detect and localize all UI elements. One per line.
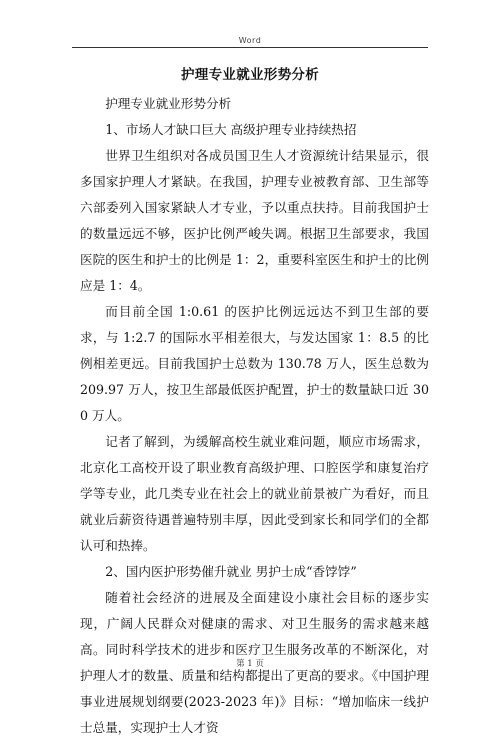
page-number: 第 1 页: [236, 659, 264, 669]
body-paragraph: 记者了解到，为缓解高校生就业难问题，顺应市场需求，北京化工高校开设了职业教育高级护理、口腔医学和康复治疗学等专业，此几类专业在社会上的就业前景被广为看好，而且就业后薪资待遇普遍特别丰厚，因此受到家长和同学们的全都认可和热捧。: [80, 434, 429, 553]
document-title: 护理专业就业形势分析: [181, 67, 319, 83]
document-header-label: Word: [238, 36, 262, 45]
subtitle-paragraph: 护理专业就业形势分析: [105, 96, 232, 111]
document-body: [80, 91, 429, 741]
body-paragraph: 而目前全国 1:0.61 的医护比例远远达不到卫生部的要求，与 1:2.7 的国际水平相差很大，与发达国家 1：8.5 的比例相差更远。目前我国护士总数为 130.78 万人，医生总数为 209.97 万人，按卫生部最低医护配置，护士的数量缺口近 300 万人。: [80, 304, 429, 423]
section-heading-2: 2、国内医护形势催升就业 男护士成“香饽饽”: [105, 564, 357, 579]
body-paragraph: 世界卫生组织对各成员国卫生人才资源统计结果显示，很多国家护理人才紧缺。在我国，护理专业被教育部、卫生部等六部委列入国家紧缺人才专业，予以重点扶持。目前我国护士的数量远远不够，医护比例严峻失调。根据卫生部要求，我国医院的医生和护士的比例是 1：2，重要科室医生和护士的比例应是 1：4。: [80, 148, 429, 293]
section-heading-1: 1、市场人才缺口巨大 高级护理专业持续热招: [105, 122, 357, 137]
header-divider: [72, 47, 428, 48]
body-paragraph: 随着社会经济的进展及全面建设小康社会目标的逐步实现，广阔人民群众对健康的需求、对卫生服务的需求越来越高。同时科学技术的进步和医疗卫生服务改革的不断深化，对护理人才的数量、质量和结构都提出了更高的要求。《中国护理事业进展规划纲要(2023-2023 年)》目标：“增加临床一线护士总量，实现护士人才资: [80, 590, 429, 735]
